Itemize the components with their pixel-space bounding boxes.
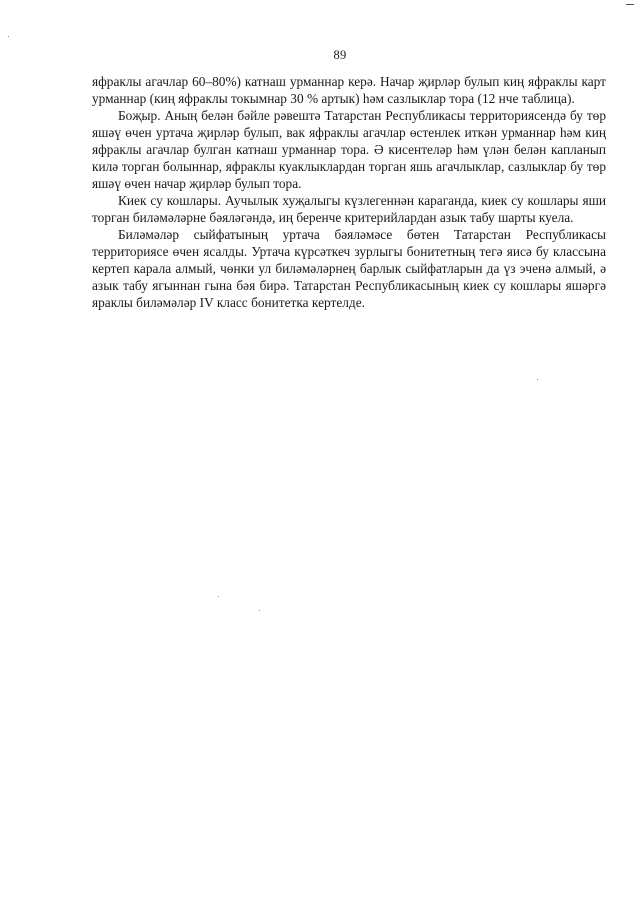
paragraph-continuation: яфраклы агачлар 60–80%) катнаш урманнар керә. Начар җирләр булып киң яфраклы карт урманнар (киң яфраклы токымнар 30 % артык) һәм сазлыклар тора (12 нче таблица). xyxy=(92,74,606,106)
paragraph-waterfowl: Киек су кошлары. Аучылык хуҗалыгы күзлегеннән караганда, киек су кошлары яши торган биләмәләрне бәяләгәндә, иң беренче критерийлардан азык табу шарты куела. xyxy=(92,193,606,225)
scan-speck xyxy=(8,36,9,37)
scan-edge-mark xyxy=(626,4,634,5)
paragraph-bozhyr: Бoҗыр. Аның белән бәйле рәвештә Татарстан Республикасы территориясендә бу төр яшәү өчен уртача җирләр булып, вак яфраклы агачлар өстенлек иткән урманнар һәм киң яфраклы агачлар булган катнаш урманнар тора. Ә кисентеләр һәм үлән белән капланып килә торган болыннар, яфраклы куаклыклардан торган яшь агачлыклар, сазлыклар бу төр яшәү өчен начар җирләр булып тора. xyxy=(92,108,606,191)
scan-speck xyxy=(218,596,219,597)
scan-speck xyxy=(259,610,260,611)
page-number: 89 xyxy=(333,48,347,62)
paragraph-quality-assessment: Биләмәләр сыйфатының уртача бәяләмәсе бөтен Татарстан Республикасы территориясе өчен ясалды. Уртача күрсәткеч зурлыгы бонитетның тегә яисә бу классына кертеп карала алмый, чөнки ул биләмәләрнең барлык сыйфатларын да үз эченә алмый, ә азык табу ягыннан гына бәя бирә. Татарстан Республикасының киек су кошлары яшәргә яраклы биләмәләр IV класс бонитетка кертелде. xyxy=(92,227,606,310)
body-text xyxy=(92,73,606,311)
scan-speck xyxy=(537,379,538,380)
